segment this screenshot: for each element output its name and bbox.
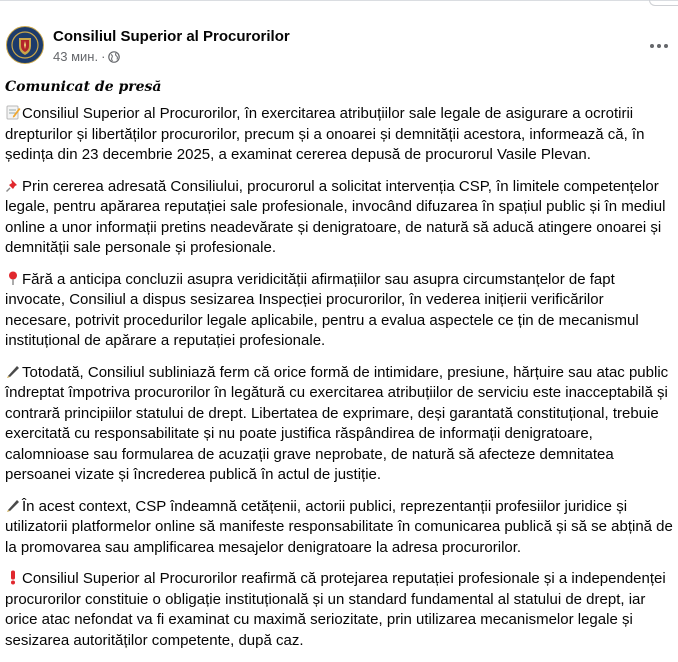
post-content — [5, 77, 673, 662]
post-paragraph — [5, 104, 673, 166]
top-divider — [0, 0, 678, 1]
post-paragraph — [5, 270, 673, 352]
dot-icon — [657, 44, 661, 48]
pen-icon — [5, 497, 21, 513]
post-paragraph — [5, 497, 673, 559]
page-name[interactable]: Consiliul Superior al Procurorilor — [53, 28, 290, 45]
paragraph-text: Totodată, Consiliul subliniază ferm că orice formă de intimidare, presiune, hărțuire sau atac public îndreptat împotriva procurorilor în legătură cu exercitarea atribuțiilor de serviciu este inacceptabilă și contrară principiilor statului de drept. Libertatea de exprimare, deși garantată constituțional, trebuie exercitată cu responsabilitate și nu poate justifica răspândirea de informații denigratoare, calomnioase sau formularea de acuzații grave neprobate, de natură să afecteze demnitatea persoanei vizate și încrederea publică în actul de justiție. — [5, 363, 669, 483]
dot-icon — [650, 44, 654, 48]
pen-icon — [5, 363, 21, 379]
post-header — [6, 26, 672, 66]
pushpin-icon — [5, 177, 21, 193]
paragraph-text: Prin cererea adresată Consiliului, procurorul a solicitat intervenția CSP, în limitele competențelor legale, pentru apărarea reputației sale profesionale, invocând difuzarea în spațiul public și în mediul online a unor informații pretins neadevărate și denigratoare, de natură să aducă atingere onoarei și demnității sale personale și profesionale. — [5, 177, 666, 256]
paragraph-text: Fără a anticipa concluzii asupra veridicității afirmațiilor sau asupra circumstanțelor de fapt invocate, Consiliul a dispus sesizarea Inspecției procurorilor, în vederea inițierii verificărilor necesare, potrivit procedurilor legale aplicabile, pentru a evalua aspectele ce țin de mecanismul instituțional de apărare a reputației profesionale. — [5, 270, 639, 349]
meta-separator: · — [101, 49, 106, 64]
dot-icon — [664, 44, 668, 48]
globe-icon[interactable] — [108, 51, 120, 63]
paragraph-text: Consiliul Superior al Procurorilor reafirmă că protejarea reputației profesionale și a independenței procurorilor constituie o obligație instituțională și un standard fundamental al statului de drept, iar orice atac nefondat va fi examinat cu maximă seriozitate, prin utilizarea mecanismelor legale și sesizarea autorităților competente, după caz. — [5, 570, 666, 649]
post-paragraph — [5, 177, 673, 259]
page-avatar[interactable] — [6, 26, 44, 64]
paragraph-text: În acest context, CSP îndeamnă cetățenii, actorii publici, reprezentanții profesiilor juridice și utilizatorii platformelor online să manifeste responsabilitate în comunicarea publică și să se abțină de la promovarea sau amplificarea mesajelor denigratoare la adresa procurorilor. — [5, 497, 673, 556]
post-time[interactable]: 43 мин. — [53, 49, 99, 64]
previous-card-corner — [649, 0, 678, 6]
csp-logo-icon — [10, 30, 40, 60]
memo-icon — [5, 104, 21, 120]
post-paragraph — [5, 569, 673, 651]
round-pushpin-icon — [5, 270, 21, 286]
post-meta — [53, 49, 120, 64]
paragraph-text: Consiliul Superior al Procurorilor, în exercitarea atribuțiilor sale legale de asigurare a ocrotirii drepturilor și libertăților procurorilor, precum și a onoarei și demnității acestora, informează că, în ședința din 23 decembrie 2025, a examinat cererea depusă de procurorul Vasile Plevan. — [5, 105, 645, 163]
exclamation-icon — [5, 569, 21, 585]
post-paragraph — [5, 363, 673, 486]
post-heading: Comunicat de presă — [5, 79, 162, 95]
more-options-icon[interactable] — [647, 38, 671, 54]
